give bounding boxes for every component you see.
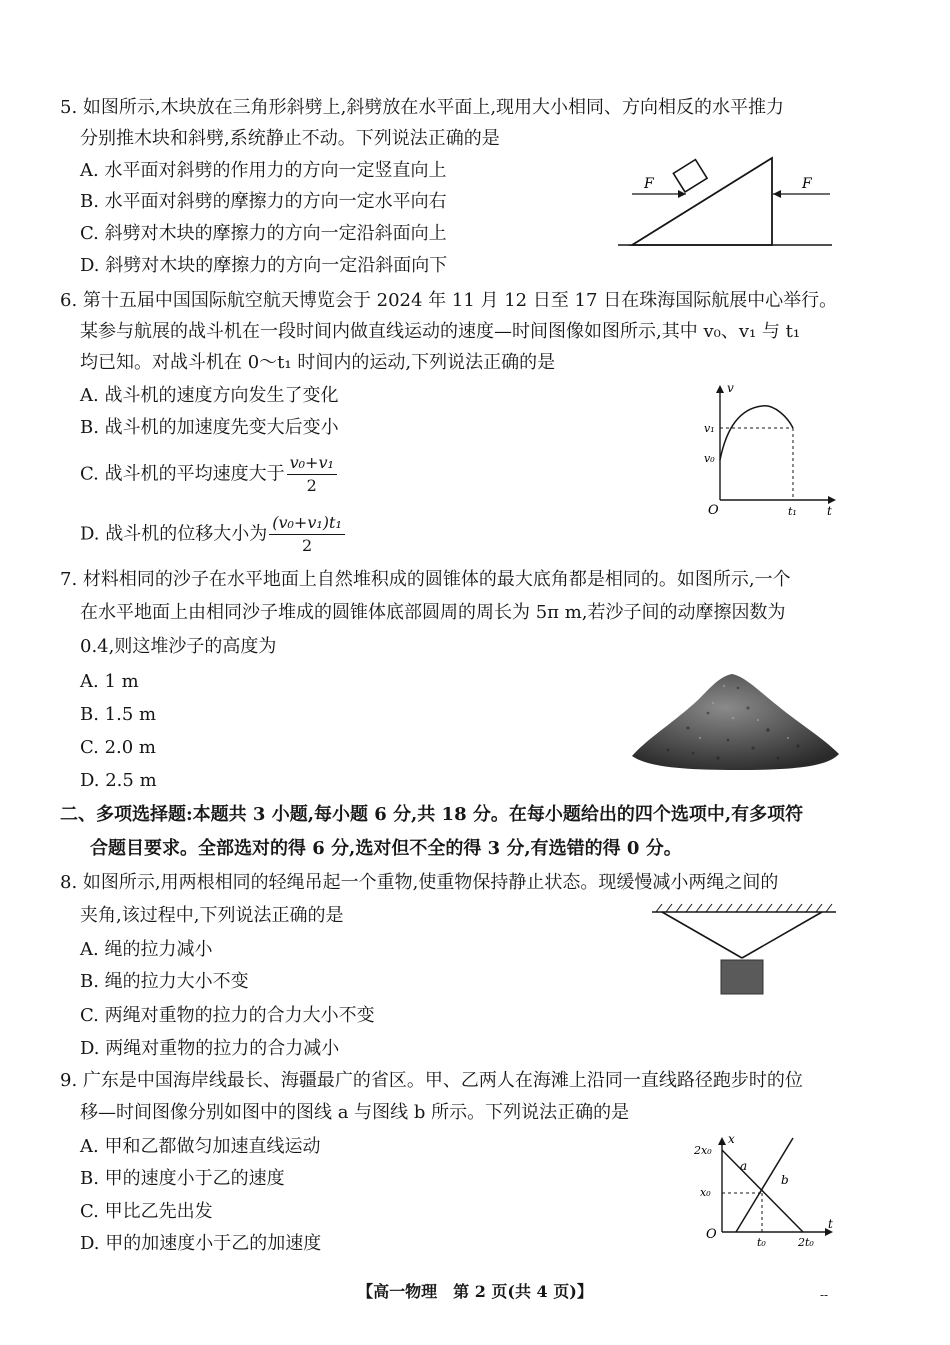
q5-stem-line2: 分别推木块和斜劈,系统静止不动。下列说法正确的是 [80, 128, 500, 149]
q9-t-axis-label: t [828, 1217, 833, 1231]
q5-wedge-figure [612, 150, 837, 250]
q6-vt-graph [700, 380, 840, 520]
q6-option-d-numerator: (v₀+v₁)t₁ [269, 512, 345, 535]
q9-t0-label: t₀ [757, 1236, 766, 1249]
section2-heading-line2: 合题目要求。全部选对的得 6 分,选对但不全的得 3 分,有选错的得 0 分。 [90, 838, 682, 859]
q8-option-d[interactable]: D. 两绳对重物的拉力的合力减小 [80, 1038, 340, 1059]
q7-option-d[interactable]: D. 2.5 m [80, 770, 157, 791]
q6-option-c-numerator: v₀+v₁ [287, 452, 337, 475]
q6-t-axis-label: t [827, 504, 832, 518]
q8-option-b[interactable]: B. 绳的拉力大小不变 [80, 971, 249, 992]
q6-v0-label: v₀ [704, 452, 715, 465]
q9-option-b[interactable]: B. 甲的速度小于乙的速度 [80, 1168, 285, 1189]
q9-line-b-label: b [781, 1173, 789, 1187]
q6-option-c[interactable] [80, 452, 337, 497]
q8-option-a[interactable]: A. 绳的拉力减小 [80, 939, 213, 960]
q6-option-c-text: C. 战斗机的平均速度大于 [80, 463, 285, 485]
q9-line-a-label: a [740, 1159, 748, 1173]
q7-stem-line3: 0.4,则这堆沙子的高度为 [80, 636, 277, 657]
q9-option-a[interactable]: A. 甲和乙都做匀加速直线运动 [80, 1136, 321, 1157]
q9-x0-label: x₀ [700, 1186, 711, 1199]
q5-option-d[interactable]: D. 斜劈对木块的摩擦力的方向一定沿斜面向下 [80, 255, 448, 276]
q6-option-d-fraction [269, 512, 345, 557]
q6-option-c-denominator: 2 [306, 476, 317, 495]
q6-option-a[interactable]: A. 战斗机的速度方向发生了变化 [80, 385, 339, 406]
q9-stem-line2: 移—时间图像分别如图中的图线 a 与图线 b 所示。下列说法正确的是 [80, 1102, 630, 1123]
q9-x-axis-label: x [728, 1132, 735, 1146]
q6-option-b[interactable]: B. 战斗机的加速度先变大后变小 [80, 417, 339, 438]
q6-stem-line3: 均已知。对战斗机在 0～t₁ 时间内的运动,下列说法正确的是 [80, 352, 556, 373]
q7-option-a[interactable]: A. 1 m [80, 671, 139, 692]
section2-heading-line1: 二、多项选择题:本题共 3 小题,每小题 6 分,共 18 分。在每小题给出的四个选项中,有多项符 [60, 804, 804, 825]
q6-origin-label: O [708, 503, 719, 518]
q6-v1-label: v₁ [704, 422, 715, 435]
q5-force-left-label: F [644, 176, 654, 192]
q5-force-right-label: F [802, 176, 812, 192]
q6-option-c-fraction [287, 452, 337, 497]
q9-2t0-label: 2t₀ [798, 1236, 814, 1249]
q7-option-b[interactable]: B. 1.5 m [80, 704, 157, 725]
q6-option-d-text: D. 战斗机的位移大小为 [80, 523, 268, 545]
q7-stem-line2: 在水平地面上由相同沙子堆成的圆锥体底部圆周的周长为 5π m,若沙子间的动摩擦因数为 [80, 602, 786, 623]
q8-stem-line1: 8. 如图所示,用两根相同的轻绳吊起一个重物,使重物保持静止状态。现缓慢减小两绳之间的 [60, 872, 779, 893]
q9-xt-graph [690, 1132, 840, 1250]
q5-stem-line1: 5. 如图所示,木块放在三角形斜劈上,斜劈放在水平面上,现用大小相同、方向相反的水平推力 [60, 97, 785, 118]
q5-option-b[interactable]: B. 水平面对斜劈的摩擦力的方向一定水平向右 [80, 191, 447, 212]
q9-2x0-label: 2x₀ [694, 1144, 712, 1157]
q7-option-c[interactable]: C. 2.0 m [80, 737, 156, 758]
q6-stem-line1: 6. 第十五届中国国际航空航天博览会于 2024 年 11 月 12 日至 17 日在珠海国际航展中心举行。 [60, 290, 838, 311]
q6-v-axis-label: v [727, 381, 734, 395]
q5-option-a[interactable]: A. 水平面对斜劈的作用力的方向一定竖直向上 [80, 160, 447, 181]
q9-option-c[interactable]: C. 甲比乙先出发 [80, 1201, 213, 1222]
q5-option-c[interactable]: C. 斜劈对木块的摩擦力的方向一定沿斜面向上 [80, 223, 447, 244]
q9-option-d[interactable]: D. 甲的加速度小于乙的加速度 [80, 1233, 322, 1254]
q8-stem-line2: 夹角,该过程中,下列说法正确的是 [80, 905, 344, 926]
q6-stem-line2: 某参与航展的战斗机在一段时间内做直线运动的速度—时间图像如图所示,其中 v₀、v₁ 与 t₁ [80, 321, 801, 342]
corner-mark: -- [820, 1288, 829, 1302]
q9-stem-line1: 9. 广东是中国海岸线最长、海疆最广的省区。甲、乙两人在海滩上沿同一直线路径跑步时的位 [60, 1070, 803, 1091]
q8-option-c[interactable]: C. 两绳对重物的拉力的合力大小不变 [80, 1005, 375, 1026]
q8-hanging-weight-figure [650, 898, 840, 1000]
sand-pile-image [628, 668, 843, 773]
q6-t1-label: t₁ [788, 505, 797, 518]
q6-option-d-denominator: 2 [301, 536, 313, 555]
q7-stem-line1: 7. 材料相同的沙子在水平地面上自然堆积成的圆锥体的最大底角都是相同的。如图所示,一个 [60, 569, 791, 590]
page-footer: 【高一物理 第 2 页(共 4 页)】 [357, 1282, 593, 1301]
q6-option-d[interactable] [80, 512, 345, 557]
q9-origin-label: O [706, 1227, 717, 1242]
